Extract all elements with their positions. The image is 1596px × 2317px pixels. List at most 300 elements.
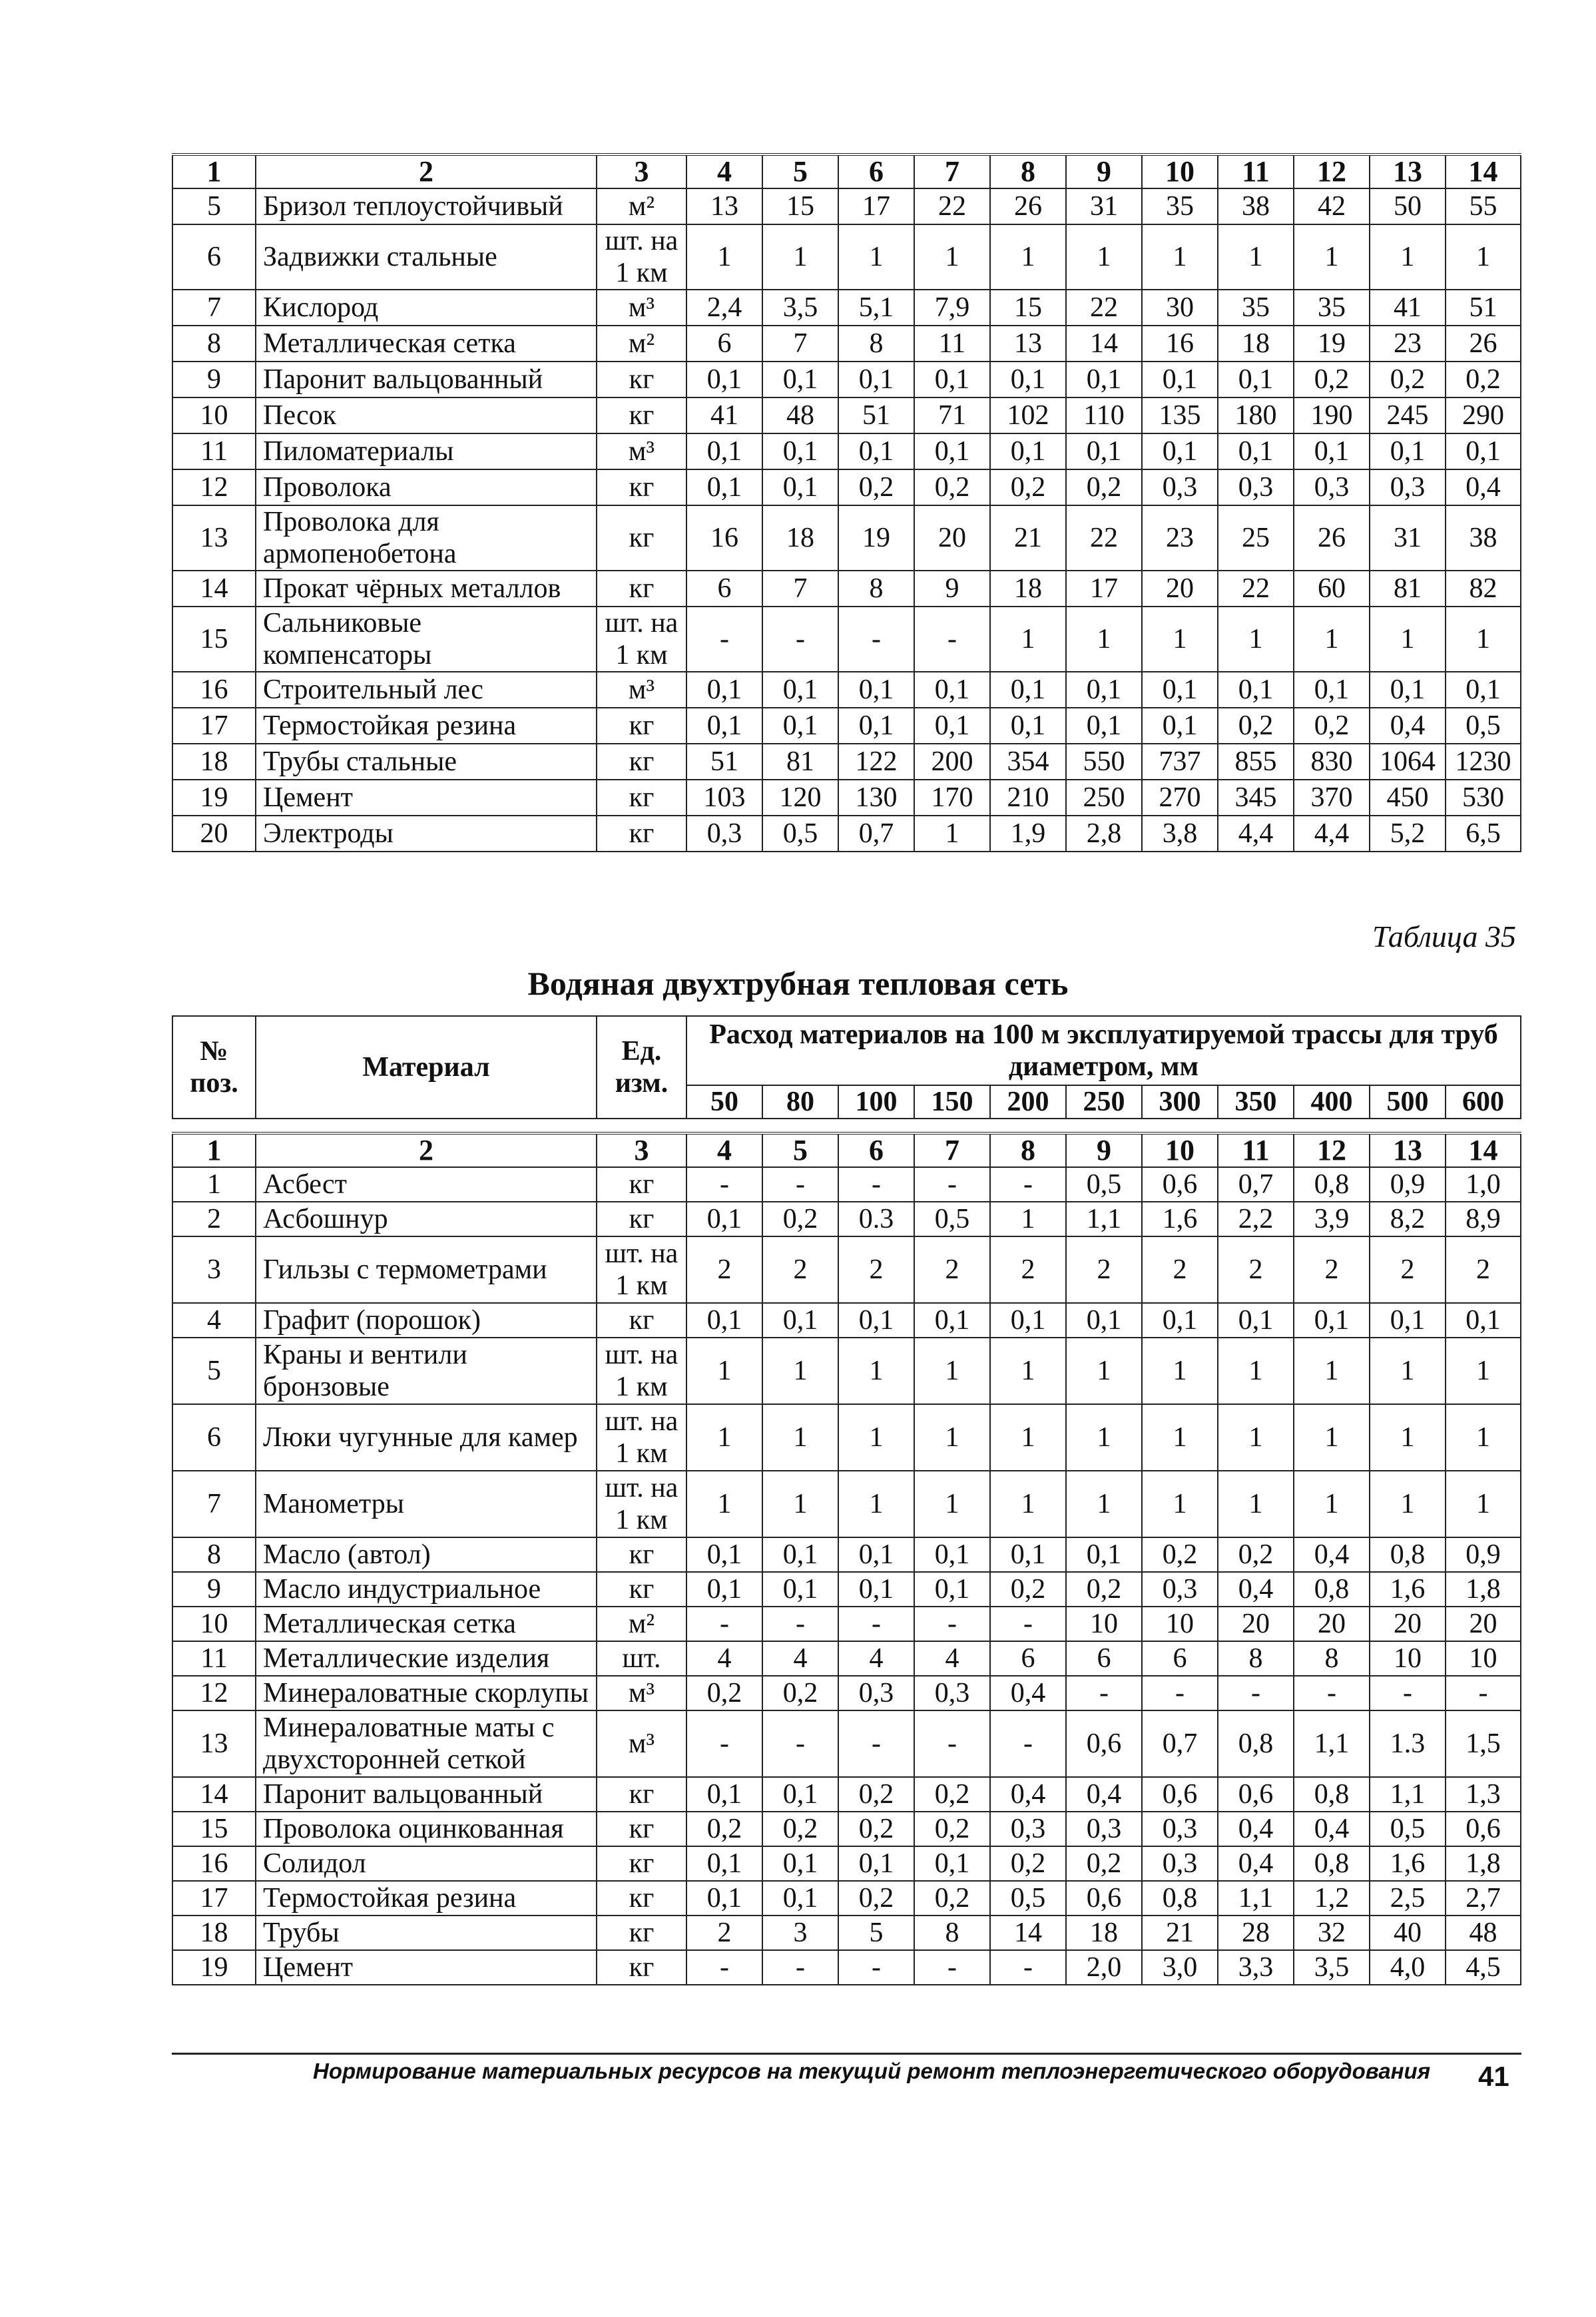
row-value: 26 — [990, 188, 1066, 224]
row-material: Сальниковые компенсаторы — [256, 607, 597, 672]
row-value: 9 — [914, 571, 990, 607]
row-value: - — [914, 1167, 990, 1202]
row-value: 0,1 — [1142, 433, 1218, 469]
row-value: 1 — [838, 224, 914, 290]
row-value: 103 — [686, 780, 762, 816]
row-value: 0,1 — [990, 1537, 1066, 1572]
row-value: - — [1066, 1676, 1142, 1710]
row-value: 0,6 — [1066, 1710, 1142, 1777]
row-value: 250 — [1066, 780, 1142, 816]
row-value: 0,3 — [1142, 1812, 1218, 1846]
row-value: 0,1 — [838, 1572, 914, 1607]
row-value: - — [914, 1607, 990, 1641]
row-value: 7 — [762, 571, 838, 607]
column-number: 4 — [686, 1133, 762, 1167]
column-number: 2 — [256, 154, 597, 188]
row-value: 82 — [1446, 571, 1521, 607]
row-value: 737 — [1142, 744, 1218, 780]
row-value: 0,7 — [838, 816, 914, 852]
row-material: Минераловатные скорлупы — [256, 1676, 597, 1710]
header-diameter: 200 — [990, 1085, 1066, 1119]
row-value: 0,2 — [762, 1812, 838, 1846]
row-value: 1,1 — [1294, 1710, 1370, 1777]
row-value: 0,2 — [990, 1572, 1066, 1607]
table-row — [172, 607, 1521, 672]
row-material: Минераловатные маты с двухсторонней сеткой — [256, 1710, 597, 1777]
row-unit: м² — [597, 326, 686, 362]
row-value: 4,4 — [1218, 816, 1294, 852]
row-value: 0,1 — [914, 362, 990, 397]
row-value: 19 — [838, 505, 914, 571]
row-value: 1,1 — [1218, 1881, 1294, 1916]
row-value: 290 — [1446, 397, 1521, 433]
row-value: 0,2 — [1446, 362, 1521, 397]
row-value: 3,5 — [1294, 1950, 1370, 1985]
row-value: - — [762, 1167, 838, 1202]
row-value: 855 — [1218, 744, 1294, 780]
row-value: 20 — [1446, 1607, 1521, 1641]
row-value: 23 — [1142, 505, 1218, 571]
table-row — [172, 1710, 1521, 1777]
row-pos: 16 — [172, 1846, 256, 1881]
row-pos: 15 — [172, 1812, 256, 1846]
row-material: Проволока для армопенобетона — [256, 505, 597, 571]
row-value: 6 — [990, 1641, 1066, 1676]
row-value: 31 — [1066, 188, 1142, 224]
row-value: 1 — [1446, 1471, 1521, 1537]
row-value: 23 — [1370, 326, 1446, 362]
table-row — [172, 290, 1521, 326]
row-value: 21 — [1142, 1916, 1218, 1950]
row-value: 0,1 — [914, 1572, 990, 1607]
row-value: 0,2 — [838, 1777, 914, 1812]
row-pos: 17 — [172, 1881, 256, 1916]
row-value: 1 — [762, 1338, 838, 1404]
row-pos: 9 — [172, 362, 256, 397]
row-pos: 9 — [172, 1572, 256, 1607]
row-value: 0,1 — [686, 1881, 762, 1916]
row-material: Цемент — [256, 1950, 597, 1985]
row-pos: 8 — [172, 326, 256, 362]
row-value: 1 — [1218, 607, 1294, 672]
row-value: 550 — [1066, 744, 1142, 780]
row-value: 0,1 — [914, 708, 990, 744]
row-value: 1 — [1142, 1404, 1218, 1471]
row-value: 26 — [1294, 505, 1370, 571]
table-row — [172, 1236, 1521, 1303]
row-value: 0,2 — [838, 469, 914, 505]
row-value: 0,8 — [1294, 1572, 1370, 1607]
row-value: 0,1 — [1218, 433, 1294, 469]
row-unit: кг — [597, 1537, 686, 1572]
row-unit: шт. на 1 км — [597, 1404, 686, 1471]
row-value: 6 — [686, 326, 762, 362]
row-value: 81 — [762, 744, 838, 780]
header-unit: Ед. изм. — [597, 1016, 686, 1119]
row-value: 0,1 — [1218, 362, 1294, 397]
row-value: 0,6 — [1142, 1167, 1218, 1202]
row-value: 0,1 — [914, 1303, 990, 1338]
row-material: Металлические изделия — [256, 1641, 597, 1676]
row-value: 18 — [990, 571, 1066, 607]
row-value: 0,3 — [990, 1812, 1066, 1846]
table-35 — [172, 1132, 1521, 1985]
row-value: 2,0 — [1066, 1950, 1142, 1985]
row-value: 0,1 — [914, 672, 990, 708]
row-material: Масло индустриальное — [256, 1572, 597, 1607]
row-material: Задвижки стальные — [256, 224, 597, 290]
row-value: 0,2 — [1218, 1537, 1294, 1572]
row-value: 0,3 — [686, 816, 762, 852]
row-value: 0,1 — [1294, 672, 1370, 708]
row-pos: 6 — [172, 224, 256, 290]
row-value: 17 — [838, 188, 914, 224]
row-value: 2 — [686, 1236, 762, 1303]
table-row — [172, 1572, 1521, 1607]
row-value: 2 — [914, 1236, 990, 1303]
column-number: 1 — [172, 154, 256, 188]
row-value: 55 — [1446, 188, 1521, 224]
row-value: 22 — [914, 188, 990, 224]
column-number: 2 — [256, 1133, 597, 1167]
row-value: 0,4 — [1370, 708, 1446, 744]
row-value: 3 — [762, 1916, 838, 1950]
row-value: 0,1 — [1142, 672, 1218, 708]
header-diameter: 350 — [1218, 1085, 1294, 1119]
row-value: - — [762, 1710, 838, 1777]
row-pos: 5 — [172, 1338, 256, 1404]
table-row — [172, 1676, 1521, 1710]
row-value: 20 — [1142, 571, 1218, 607]
row-value: 20 — [1370, 1607, 1446, 1641]
table-row — [172, 1338, 1521, 1404]
row-value: 51 — [838, 397, 914, 433]
row-value: 1 — [1066, 224, 1142, 290]
column-number: 6 — [838, 154, 914, 188]
row-value: 5,2 — [1370, 816, 1446, 852]
row-value: 2,4 — [686, 290, 762, 326]
row-value: 354 — [990, 744, 1066, 780]
row-value: 35 — [1294, 290, 1370, 326]
row-value: 0,2 — [1066, 469, 1142, 505]
row-value: - — [914, 607, 990, 672]
row-value: 1 — [838, 1404, 914, 1471]
row-material: Паронит вальцованный — [256, 362, 597, 397]
header-pos: № поз. — [172, 1016, 256, 1119]
row-value: - — [762, 1607, 838, 1641]
row-value: 190 — [1294, 397, 1370, 433]
table-row — [172, 1777, 1521, 1812]
row-value: 15 — [762, 188, 838, 224]
row-value: 2 — [1446, 1236, 1521, 1303]
row-material: Солидол — [256, 1846, 597, 1881]
row-pos: 7 — [172, 1471, 256, 1537]
row-value: 0,8 — [1294, 1777, 1370, 1812]
row-value: 4 — [914, 1641, 990, 1676]
row-value: 0,5 — [1066, 1167, 1142, 1202]
table-35-header — [172, 1015, 1521, 1119]
row-value: - — [686, 1607, 762, 1641]
row-pos: 5 — [172, 188, 256, 224]
column-number: 11 — [1218, 1133, 1294, 1167]
row-value: 0,2 — [1142, 1537, 1218, 1572]
row-value: 830 — [1294, 744, 1370, 780]
row-value: 370 — [1294, 780, 1370, 816]
row-value: 1 — [1446, 1404, 1521, 1471]
row-value: - — [990, 1167, 1066, 1202]
row-value: - — [990, 1607, 1066, 1641]
row-value: 0,1 — [1446, 672, 1521, 708]
row-value: 345 — [1218, 780, 1294, 816]
row-value: 0,1 — [686, 1777, 762, 1812]
row-value: 0,1 — [762, 1777, 838, 1812]
row-material: Трубы стальные — [256, 744, 597, 780]
row-value: 130 — [838, 780, 914, 816]
row-value: 0,9 — [1370, 1167, 1446, 1202]
row-value: 0,1 — [686, 1202, 762, 1236]
row-value: 3,3 — [1218, 1950, 1294, 1985]
row-value: 51 — [1446, 290, 1521, 326]
row-value: 1 — [1142, 1471, 1218, 1537]
row-value: 270 — [1142, 780, 1218, 816]
row-value: 1 — [1066, 1338, 1142, 1404]
row-value: 1 — [1218, 1471, 1294, 1537]
row-value: 1 — [686, 1404, 762, 1471]
row-value: 17 — [1066, 571, 1142, 607]
header-material: Материал — [256, 1016, 597, 1119]
row-value: 110 — [1066, 397, 1142, 433]
row-value: 1064 — [1370, 744, 1446, 780]
header-diameter: 250 — [1066, 1085, 1142, 1119]
row-unit: шт. на 1 км — [597, 607, 686, 672]
row-value: 0,3 — [1370, 469, 1446, 505]
row-value: - — [686, 1167, 762, 1202]
row-value: 42 — [1294, 188, 1370, 224]
header-diameter: 100 — [838, 1085, 914, 1119]
header-diameter: 500 — [1370, 1085, 1446, 1119]
row-unit: кг — [597, 1777, 686, 1812]
row-value: 4,0 — [1370, 1950, 1446, 1985]
row-value: 20 — [914, 505, 990, 571]
row-value: 1,3 — [1446, 1777, 1521, 1812]
row-material: Песок — [256, 397, 597, 433]
table-row — [172, 780, 1521, 816]
row-value: 16 — [686, 505, 762, 571]
row-value: 0,1 — [686, 708, 762, 744]
table-row — [172, 1303, 1521, 1338]
row-value: 2 — [838, 1236, 914, 1303]
row-value: 0,3 — [1142, 1572, 1218, 1607]
column-number: 12 — [1294, 1133, 1370, 1167]
row-value: 0,1 — [686, 433, 762, 469]
row-value: 41 — [686, 397, 762, 433]
row-value: 1 — [686, 1471, 762, 1537]
row-material: Графит (порошок) — [256, 1303, 597, 1338]
row-pos: 2 — [172, 1202, 256, 1236]
footer-rule — [172, 2053, 1521, 2055]
row-pos: 18 — [172, 1916, 256, 1950]
row-value: 0,1 — [686, 469, 762, 505]
row-material: Металлическая сетка — [256, 1607, 597, 1641]
row-value: 0,4 — [1218, 1572, 1294, 1607]
row-value: 1 — [1294, 1338, 1370, 1404]
column-number: 11 — [1218, 154, 1294, 188]
column-number: 14 — [1446, 154, 1521, 188]
column-number: 14 — [1446, 1133, 1521, 1167]
row-value: 0,6 — [1218, 1777, 1294, 1812]
row-value: 0,8 — [1218, 1710, 1294, 1777]
page-number: 41 — [1478, 2061, 1509, 2092]
row-value: 0,1 — [990, 708, 1066, 744]
row-value: 2 — [1142, 1236, 1218, 1303]
row-value: 8,9 — [1446, 1202, 1521, 1236]
row-value: 22 — [1066, 505, 1142, 571]
row-value: 0,7 — [1142, 1710, 1218, 1777]
row-value: - — [990, 1710, 1066, 1777]
row-value: 15 — [990, 290, 1066, 326]
row-pos: 15 — [172, 607, 256, 672]
row-value: 0,1 — [990, 433, 1066, 469]
row-pos: 20 — [172, 816, 256, 852]
row-pos: 19 — [172, 1950, 256, 1985]
row-pos: 18 — [172, 744, 256, 780]
row-pos: 13 — [172, 1710, 256, 1777]
row-value: 0,2 — [1066, 1572, 1142, 1607]
row-pos: 4 — [172, 1303, 256, 1338]
column-number: 6 — [838, 1133, 914, 1167]
row-value: 18 — [762, 505, 838, 571]
row-value: 50 — [1370, 188, 1446, 224]
row-value: 1,2 — [1294, 1881, 1370, 1916]
row-value: - — [1218, 1676, 1294, 1710]
row-value: 0,2 — [762, 1676, 838, 1710]
row-value: 14 — [990, 1916, 1066, 1950]
row-value: 13 — [686, 188, 762, 224]
row-material: Электроды — [256, 816, 597, 852]
row-value: 1 — [686, 1338, 762, 1404]
row-value: 0,6 — [1142, 1777, 1218, 1812]
row-value: 28 — [1218, 1916, 1294, 1950]
column-number: 8 — [990, 1133, 1066, 1167]
row-material: Бризол теплоустойчивый — [256, 188, 597, 224]
row-value: 0,3 — [914, 1676, 990, 1710]
row-value: - — [1446, 1676, 1521, 1710]
row-unit: м² — [597, 1607, 686, 1641]
row-value: 0.3 — [838, 1202, 914, 1236]
column-number: 10 — [1142, 1133, 1218, 1167]
row-value: - — [838, 1607, 914, 1641]
row-value: 0,1 — [762, 1303, 838, 1338]
row-value: 2 — [1294, 1236, 1370, 1303]
row-value: 6,5 — [1446, 816, 1521, 852]
row-unit: кг — [597, 816, 686, 852]
row-value: 0,2 — [1294, 708, 1370, 744]
row-value: 38 — [1446, 505, 1521, 571]
row-value: 48 — [762, 397, 838, 433]
row-value: 0,1 — [686, 1572, 762, 1607]
row-value: 1 — [762, 1404, 838, 1471]
row-material: Асбест — [256, 1167, 597, 1202]
row-value: 0,4 — [1066, 1777, 1142, 1812]
row-value: 1,8 — [1446, 1846, 1521, 1881]
row-value: 1 — [990, 1338, 1066, 1404]
row-value: 0,1 — [838, 1846, 914, 1881]
row-value: 2,8 — [1066, 816, 1142, 852]
row-value: 0,2 — [914, 1812, 990, 1846]
table-row — [172, 433, 1521, 469]
row-value: 0,1 — [686, 362, 762, 397]
row-unit: кг — [597, 1812, 686, 1846]
table-row — [172, 1812, 1521, 1846]
row-value: 1 — [990, 224, 1066, 290]
table-row — [172, 1641, 1521, 1676]
row-unit: м³ — [597, 672, 686, 708]
row-value: 1 — [1066, 607, 1142, 672]
row-value: 1 — [1066, 1404, 1142, 1471]
row-value: 20 — [1218, 1607, 1294, 1641]
row-value: - — [762, 1950, 838, 1985]
row-value: 102 — [990, 397, 1066, 433]
row-value: 0,1 — [1142, 1303, 1218, 1338]
row-value: 4,5 — [1446, 1950, 1521, 1985]
row-value: 1 — [914, 224, 990, 290]
row-value: 7,9 — [914, 290, 990, 326]
row-value: 1,0 — [1446, 1167, 1521, 1202]
row-pos: 11 — [172, 1641, 256, 1676]
row-value: 0,8 — [1294, 1846, 1370, 1881]
row-value: 0,5 — [914, 1202, 990, 1236]
table-row — [172, 469, 1521, 505]
row-value: 6 — [686, 571, 762, 607]
column-number: 4 — [686, 154, 762, 188]
row-value: 1 — [1218, 224, 1294, 290]
row-value: 19 — [1294, 326, 1370, 362]
row-pos: 3 — [172, 1236, 256, 1303]
row-value: 1 — [1294, 224, 1370, 290]
row-unit: кг — [597, 469, 686, 505]
row-value: 1,1 — [1370, 1777, 1446, 1812]
row-value: - — [914, 1950, 990, 1985]
row-value: 4,4 — [1294, 816, 1370, 852]
table-row — [172, 744, 1521, 780]
row-value: 0,3 — [1142, 1846, 1218, 1881]
row-value: 0,2 — [1218, 708, 1294, 744]
row-value: 0,4 — [990, 1777, 1066, 1812]
row-value: 0,1 — [686, 1846, 762, 1881]
header-group: Расход материалов на 100 м эксплуатируемой трассы для труб диаметром, мм — [686, 1016, 1521, 1085]
column-number: 3 — [597, 154, 686, 188]
row-value: 30 — [1142, 290, 1218, 326]
row-value: 0,1 — [762, 672, 838, 708]
row-material: Проволока — [256, 469, 597, 505]
row-value: - — [686, 1710, 762, 1777]
row-value: - — [1294, 1676, 1370, 1710]
row-value: 21 — [990, 505, 1066, 571]
row-unit: кг — [597, 744, 686, 780]
row-value: 450 — [1370, 780, 1446, 816]
row-value: 4 — [686, 1641, 762, 1676]
row-value: 0,1 — [838, 1303, 914, 1338]
column-number: 9 — [1066, 1133, 1142, 1167]
row-material: Прокат чёрных металлов — [256, 571, 597, 607]
row-value: 2 — [1370, 1236, 1446, 1303]
row-value: - — [914, 1710, 990, 1777]
row-unit: м³ — [597, 1710, 686, 1777]
table-row — [172, 816, 1521, 852]
row-value: 1 — [990, 1202, 1066, 1236]
row-pos: 10 — [172, 397, 256, 433]
row-value: 35 — [1218, 290, 1294, 326]
